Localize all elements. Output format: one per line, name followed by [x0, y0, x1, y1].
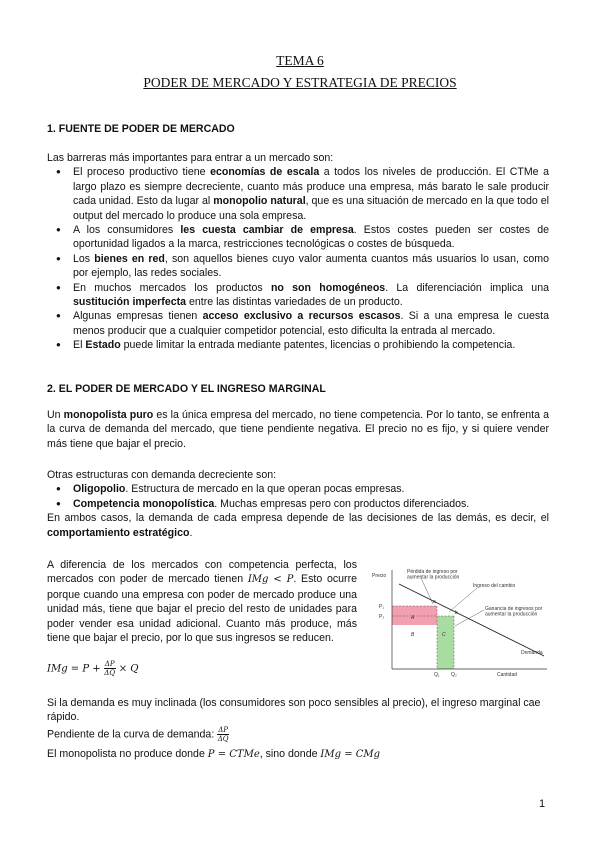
- area-a-label: A: [411, 615, 415, 621]
- list-item: ● Oligopolio. Estructura de mercado en la que operan pocas empresas.: [47, 482, 549, 496]
- section-2-heading: 2. EL PODER DE MERCADO Y EL INGRESO MARGINAL: [47, 383, 326, 395]
- point-a-label: a: [433, 599, 436, 605]
- loss-annotation-line-1: Pérdida de ingreso por: [407, 569, 458, 575]
- production-rule-line: El monopolista no produce donde P = CTMe, sino donde IMg = CMg: [47, 748, 381, 760]
- section-1-body: [47, 151, 549, 353]
- loss-pointer: [421, 578, 433, 604]
- other-structures-intro: Otras estructuras con demanda decreciente son:: [47, 469, 277, 481]
- list-item: ● A los consumidores les cuesta cambiar de empresa. Estos costes pueden ser costes de oportunidad ligados a la marca, restricciones tecnológicas o costes de búsqueda.: [47, 223, 549, 252]
- gain-annotation-line-2: aumentar la producción: [485, 611, 538, 618]
- income-pointer: [449, 588, 477, 612]
- monopoly-revenue-diagram: [369, 566, 551, 678]
- x-axis-label: Cantidad: [497, 672, 518, 678]
- topic-number: TEMA 6: [276, 53, 324, 68]
- demand-label: Demanda: [521, 650, 543, 656]
- document-header: [0, 50, 600, 94]
- p2-label: P₂: [379, 614, 385, 620]
- topic-title: PODER DE MERCADO Y ESTRATEGIA DE PRECIOS: [143, 75, 457, 90]
- income-annotation: Ingreso del cambio: [473, 583, 516, 589]
- list-item: ● Competencia monopolística. Muchas empresas pero con productos diferenciados.: [47, 497, 549, 511]
- gain-area-c: [437, 616, 454, 669]
- demand-slope-line: Pendiente de la curva de demanda: $\frac{\Delta P}{\Delta Q}$: [47, 726, 229, 743]
- marginal-revenue-paragraph: A diferencia de los mercados con competencia perfecta, los mercados con poder de mercado tienen IMg < P. Esto ocurre porque cuando una empresa con poder de mercado produce una unidad más, tiene que bajar el precio del resto de unidades para poder vender esa unidad adicional. Cuanto más produce, más tiene que bajar el precio, por lo que sus ingresos se reducen.: [47, 559, 357, 645]
- marginal-revenue-formula: IMg = P + $\frac{\Delta P}{\Delta Q}$ × Q: [47, 660, 139, 677]
- monopolist-paragraph: Un monopolista puro es la única empresa del mercado, no tiene competencia. Por lo tanto, se enfrenta a la curva de demanda del mercado, que tiene pendiente negativa. El precio no es fijo, y si quiere vender más tiene que bajar el precio.: [47, 409, 549, 450]
- structures-list: [47, 482, 549, 511]
- p1-label: P₁: [379, 604, 385, 610]
- loss-annotation-line-2: aumentar la producción: [407, 574, 460, 581]
- q1-label: Q₁: [434, 672, 440, 678]
- list-item: ● El proceso productivo tiene economías de escala a todos los niveles de producción. El CTMe a largo plazo es siempre decreciente, cuanto más produce una empresa, más barato le sale producir cada unidad. Esto da lugar al monopolio natural, que es una situación de mercado en la que todo el output del mercado lo produce una sola empresa.: [47, 165, 549, 223]
- strategic-behaviour-paragraph: En ambos casos, la demanda de cada empresa depende de las decisiones de las demás, es decir, el comportamiento estratégico.: [47, 512, 549, 539]
- list-item: ● El Estado puede limitar la entrada mediante patentes, licencias o prohibiendo la competencia.: [47, 338, 549, 352]
- list-item: ● Los bienes en red, son aquellos bienes cuyo valor aumenta cuantos más usuarios lo usan, como por ejemplo, las redes sociales.: [47, 252, 549, 281]
- y-axis-label: Precio: [372, 573, 387, 579]
- q2-label: Q₂: [451, 672, 457, 678]
- area-b-label: B: [411, 632, 415, 638]
- steep-demand-paragraph: Si la demanda es muy inclinada (los consumidores son poco sensibles al precio), el ingreso marginal cae rápido.: [47, 697, 541, 724]
- section-1-intro: Las barreras más importantes para entrar a un mercado son:: [47, 152, 334, 164]
- other-structures: [47, 468, 549, 540]
- page-number: 1: [539, 798, 546, 810]
- list-item: ● Algunas empresas tienen acceso exclusivo a recursos escasos. Si a una empresa le cuesta menos producir que a cualquier competidor potencial, esto dificulta la entrada al mercado.: [47, 309, 549, 338]
- point-b-label: b: [455, 610, 458, 616]
- area-c-label: C: [442, 632, 446, 638]
- barriers-list: [47, 165, 549, 352]
- loss-area-a: [392, 606, 437, 625]
- gain-annotation-line-1: Ganancia de ingresos por: [485, 606, 543, 612]
- section-1-heading: 1. FUENTE DE PODER DE MERCADO: [47, 123, 235, 135]
- list-item: ● En muchos mercados los productos no son homogéneos. La diferenciación implica una sustitución imperfecta entre las distintas variedades de un producto.: [47, 281, 549, 310]
- img-less-than-p: IMg < P: [247, 574, 294, 586]
